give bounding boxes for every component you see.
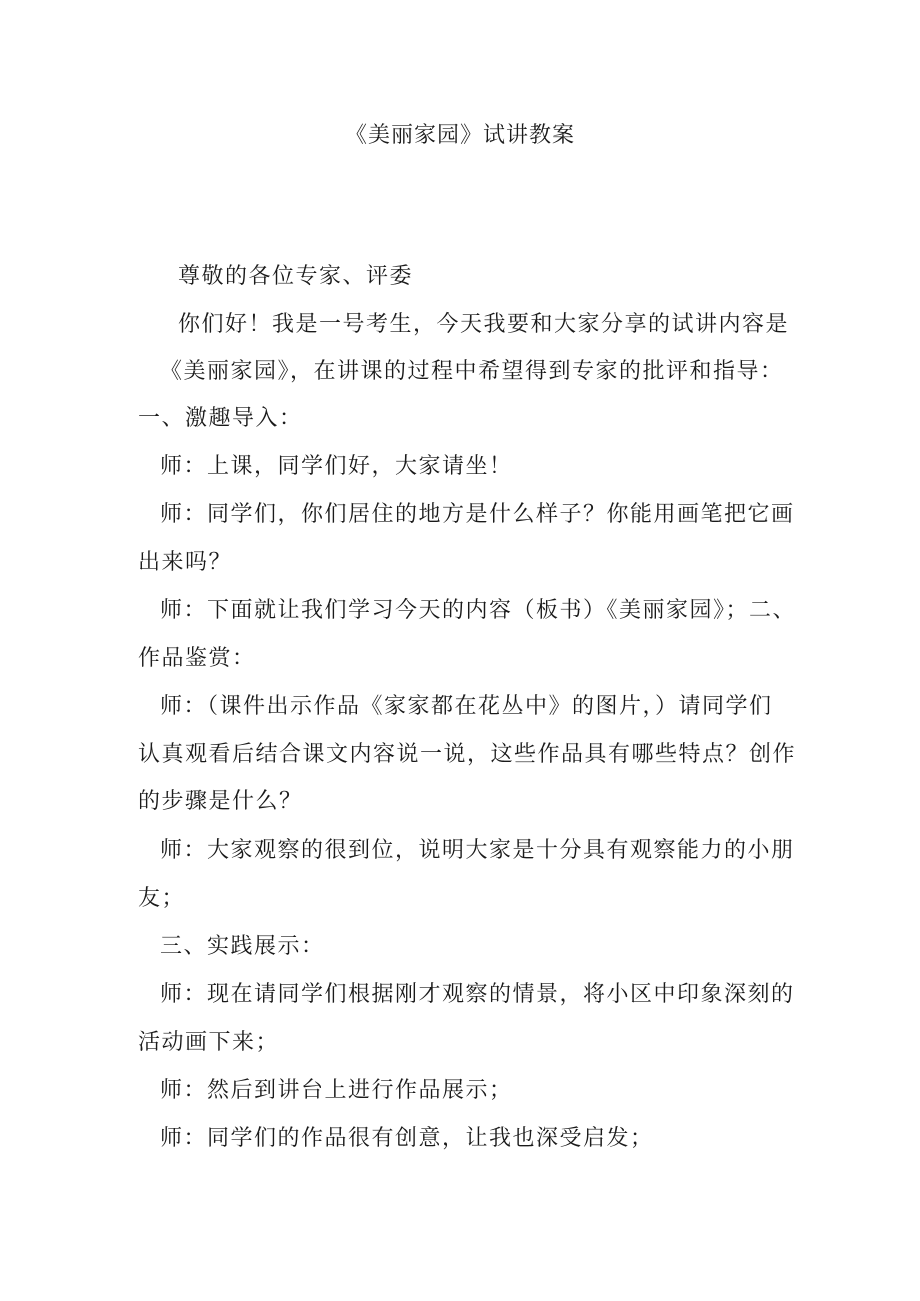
text-line: 师：上课，同学们好，大家请坐！ [160,454,513,479]
text-line: 师：（课件出示作品《家家都在花丛中》的图片，）请同学们 [160,694,773,719]
text-line: 认真观看后结合课文内容说一说，这些作品具有哪些特点？创作 [138,742,797,767]
text-line: 你们好！我是一号考生，今天我要和大家分享的试讲内容是 [178,312,790,337]
text-line: 师：然后到讲台上进行作品展示； [160,1078,513,1103]
section-heading: 三、实践展示： [160,934,325,959]
text-line: 尊敬的各位专家、评委 [178,264,414,289]
text-line: 的步骤是什么？ [138,789,303,814]
text-line: 《美丽家园》，在讲课的过程中希望得到专家的批评和指导： [160,359,784,384]
document-title: 《美丽家园》试讲教案 [344,123,575,148]
text-line: 师：大家观察的很到位，说明大家是十分具有观察能力的小朋 [160,838,795,863]
text-line: 作品鉴赏： [138,646,256,671]
section-heading: 一、激趣导入： [138,406,303,431]
text-line: 师：同学们的作品很有创意，让我也深受启发； [160,1126,654,1151]
text-line: 活动画下来； [138,1030,280,1055]
text-line: 师：下面就让我们学习今天的内容（板书）《美丽家园》；二、 [160,598,797,623]
text-line: 出来吗？ [138,550,233,575]
text-line: 友； [138,886,186,911]
text-line: 师：现在请同学们根据刚才观察的情景，将小区中印象深刻的 [160,982,795,1007]
text-line: 师：同学们，你们居住的地方是什么样子？你能用画笔把它画 [160,502,795,527]
